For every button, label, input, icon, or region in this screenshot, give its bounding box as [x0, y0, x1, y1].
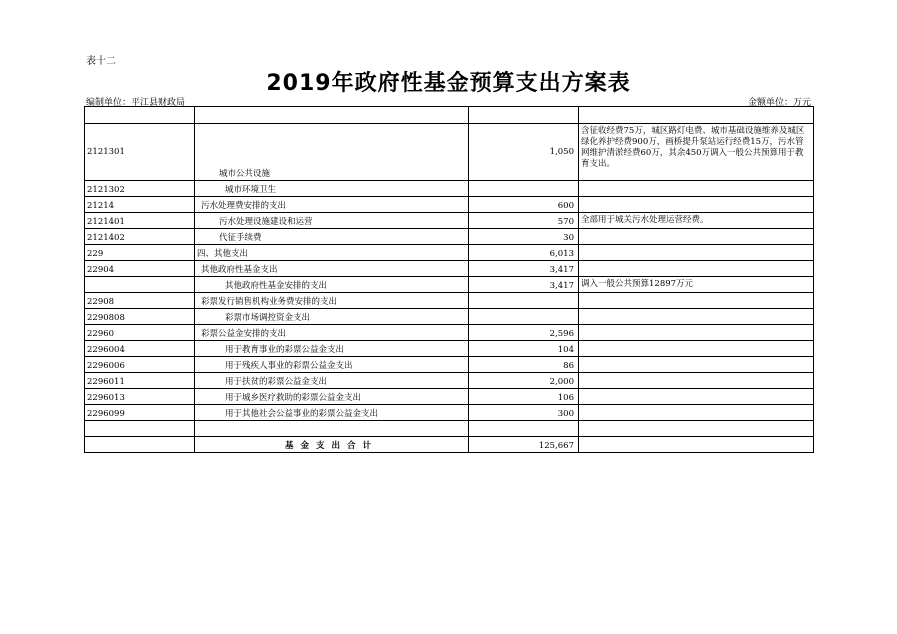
table-row [85, 213, 814, 229]
table-cell [195, 421, 469, 437]
row-name: 用于城乡医疗救助的彩票公益金支出 [195, 389, 469, 405]
row-code: 2296099 [85, 405, 195, 421]
row-note: 全部用于城关污水处理运营经费。 [579, 213, 814, 229]
table-row [85, 309, 814, 325]
row-amount: 3,417 [469, 261, 579, 277]
table-row [85, 124, 814, 181]
row-amount: 1,050 [469, 124, 579, 181]
table-cell [469, 107, 579, 124]
row-code: 2121301 [85, 124, 195, 181]
row-amount: 600 [469, 197, 579, 213]
table-cell [85, 437, 195, 453]
row-amount [469, 293, 579, 309]
table-cell [85, 107, 195, 124]
table-cell [469, 421, 579, 437]
total-amount: 125,667 [469, 437, 579, 453]
row-amount: 106 [469, 389, 579, 405]
row-code: 229 [85, 245, 195, 261]
row-note: 调入一般公共预算12897万元 [579, 277, 814, 293]
table-cell [579, 421, 814, 437]
row-amount [469, 309, 579, 325]
table-row [85, 245, 814, 261]
row-name: 彩票市场调控资金支出 [195, 309, 469, 325]
table-row [85, 197, 814, 213]
table-row [85, 181, 814, 197]
row-name: 代征手续费 [195, 229, 469, 245]
table-row [85, 277, 814, 293]
row-amount: 2,596 [469, 325, 579, 341]
row-amount: 104 [469, 341, 579, 357]
row-name: 污水处理费安排的支出 [195, 197, 469, 213]
row-amount: 86 [469, 357, 579, 373]
row-note [579, 181, 814, 197]
row-note [579, 197, 814, 213]
row-note [579, 325, 814, 341]
row-code: 2296011 [85, 373, 195, 389]
row-note: 含征收经费75万，城区路灯电费、城市基础设施维养及城区绿化养护经费900万，画桥提升泵站运行经费15万，污水管网维护清淤经费60万，其余450万调入一般公共预算用于教育支出。 [579, 124, 814, 181]
total-row [85, 437, 814, 453]
row-code: 2121401 [85, 213, 195, 229]
table-row [85, 341, 814, 357]
table-cell [195, 107, 469, 124]
row-code: 22908 [85, 293, 195, 309]
table-row [85, 293, 814, 309]
table-row [85, 229, 814, 245]
row-name: 其他政府性基金安排的支出 [195, 277, 469, 293]
row-name: 用于扶贫的彩票公益金支出 [195, 373, 469, 389]
row-code: 2121402 [85, 229, 195, 245]
total-label: 基金支出合计 [195, 437, 469, 453]
row-note [579, 261, 814, 277]
row-note [579, 229, 814, 245]
row-name: 污水处理设施建设和运营 [195, 213, 469, 229]
row-code: 2121302 [85, 181, 195, 197]
row-amount [469, 181, 579, 197]
row-note [579, 341, 814, 357]
prepared-by: 编制单位：平江县财政局 [86, 98, 186, 108]
row-amount: 2,000 [469, 373, 579, 389]
row-amount: 6,013 [469, 245, 579, 261]
budget-table [84, 106, 814, 453]
table-cell [579, 437, 814, 453]
row-code: 22904 [85, 261, 195, 277]
table-row [85, 261, 814, 277]
row-name: 其他政府性基金支出 [195, 261, 469, 277]
row-code: 2296004 [85, 341, 195, 357]
row-note [579, 405, 814, 421]
page-title: 2019年政府性基金预算支出方案表 [266, 71, 631, 96]
row-code: 22960 [85, 325, 195, 341]
row-note [579, 293, 814, 309]
row-code: 2296006 [85, 357, 195, 373]
row-code [85, 277, 195, 293]
row-name: 彩票公益金安排的支出 [195, 325, 469, 341]
table-cell [579, 107, 814, 124]
table-row [85, 373, 814, 389]
row-amount: 300 [469, 405, 579, 421]
row-code: 21214 [85, 197, 195, 213]
row-name: 用于残疾人事业的彩票公益金支出 [195, 357, 469, 373]
table-row [85, 107, 814, 124]
table-cell [85, 421, 195, 437]
sheet-label: 表十二 [86, 56, 116, 67]
row-name: 用于教育事业的彩票公益金支出 [195, 341, 469, 357]
row-amount: 3,417 [469, 277, 579, 293]
row-name: 用于其他社会公益事业的彩票公益金支出 [195, 405, 469, 421]
table-row [85, 421, 814, 437]
row-note [579, 389, 814, 405]
row-note [579, 245, 814, 261]
row-note [579, 309, 814, 325]
row-code: 2290808 [85, 309, 195, 325]
row-code: 2296013 [85, 389, 195, 405]
table-row [85, 389, 814, 405]
table-row [85, 325, 814, 341]
row-name: 四、其他支出 [195, 245, 469, 261]
row-amount: 30 [469, 229, 579, 245]
row-name: 彩票发行销售机构业务费安排的支出 [195, 293, 469, 309]
row-note [579, 357, 814, 373]
row-note [579, 373, 814, 389]
table-row [85, 357, 814, 373]
row-name: 城市公共设施 [195, 124, 469, 181]
table-row [85, 405, 814, 421]
row-name: 城市环境卫生 [195, 181, 469, 197]
amount-unit: 金额单位：万元 [747, 98, 811, 108]
row-amount: 570 [469, 213, 579, 229]
